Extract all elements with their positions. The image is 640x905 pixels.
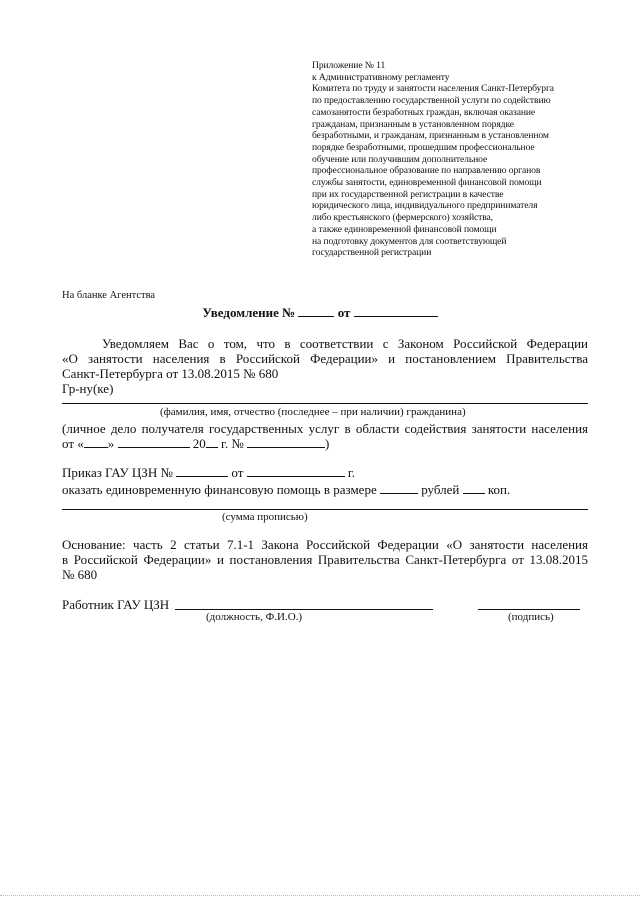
appendix-line: на подготовку документов для соответствующей xyxy=(312,235,507,247)
order-number-field[interactable] xyxy=(176,465,228,477)
appendix-line: Комитета по труду и занятости населения Санкт-Петербурга xyxy=(312,83,554,95)
sum-caption: (сумма прописью) xyxy=(222,511,308,523)
appendix-header xyxy=(312,60,612,259)
order-date-field[interactable] xyxy=(247,465,345,477)
basis-line-2: в Российской Федерации» и постановления Правительства Санкт-Петербурга от 13.08.2015 xyxy=(62,552,588,567)
pf-month-field[interactable] xyxy=(118,436,190,448)
assistance-text: оказать единовременную финансовую помощь в размере xyxy=(62,482,377,497)
appendix-line: либо крестьянского (фермерского) хозяйства, xyxy=(312,212,493,224)
appendix-line: безработными, и гражданам, признанным в установленном xyxy=(312,130,549,142)
basis-line-3: № 680 xyxy=(62,567,98,582)
rubles-field[interactable] xyxy=(380,482,418,494)
signature-caption: (подпись) xyxy=(508,611,554,623)
appendix-line: к Административному регламенту xyxy=(312,71,450,83)
notice-line-3: Санкт-Петербурга от 13.08.2015 № 680 xyxy=(62,366,279,381)
appendix-line: службы занятости, единовременной финансовой помощи xyxy=(312,177,542,189)
position-caption: (должность, Ф.И.О.) xyxy=(206,611,303,623)
personal-file-line-2 xyxy=(62,436,329,452)
worker-label: Работник ГАУ ЦЗН xyxy=(62,597,170,612)
pf-year-prefix: 20 xyxy=(192,436,206,451)
personal-file-line-1: (личное дело получателя государственных услуг в области содействия занятости населения xyxy=(62,421,588,436)
appendix-line: порядке безработными, прошедшим профессиональное xyxy=(312,141,535,153)
pf-day-field[interactable] xyxy=(84,436,108,448)
order-from: от xyxy=(231,465,244,480)
appendix-line: обучение или получившим дополнительное xyxy=(312,153,488,165)
appendix-line: а также единовременной финансовой помощи xyxy=(312,223,497,235)
appendix-line: юридического лица, индивидуального предпринимателя xyxy=(312,200,538,212)
title-prefix: Уведомление № xyxy=(202,305,296,320)
appendix-line: по предоставлению государственной услуги по содействию xyxy=(312,95,551,107)
kopecks-field[interactable] xyxy=(463,482,485,494)
worker-position-field[interactable] xyxy=(175,609,433,610)
pf-close: ) xyxy=(325,436,330,451)
order-year-suffix: г. xyxy=(347,465,356,480)
appendix-line: профессиональное образование по направлению органов xyxy=(312,165,541,177)
appendix-line: Приложение № 11 xyxy=(312,60,386,71)
pf-number-field[interactable] xyxy=(247,436,325,448)
appendix-line: государственной регистрации xyxy=(312,247,432,259)
appendix-line: при их государственной регистрации в качестве xyxy=(312,188,504,200)
notice-line-2: «О занятости населения в Российской Федерации» и постановлением Правительства xyxy=(62,351,588,366)
assistance-line xyxy=(62,482,510,498)
worker-signature-field[interactable] xyxy=(478,609,580,610)
kopecks-label: коп. xyxy=(487,482,511,497)
appendix-line: самозанятости безработных граждан, включая оказание xyxy=(312,106,536,118)
order-prefix: Приказ ГАУ ЦЗН № xyxy=(62,465,173,480)
notice-date-field[interactable] xyxy=(354,305,438,317)
notice-number-field[interactable] xyxy=(298,305,334,317)
pf-year-suffix: г. № xyxy=(221,436,244,451)
citizen-label: Гр-ну(ке) xyxy=(62,381,114,396)
pf-quote-close: » xyxy=(107,436,115,451)
title-from: от xyxy=(337,305,351,320)
rubles-label: рублей xyxy=(421,482,460,497)
notice-title xyxy=(0,305,640,321)
pf-from: от « xyxy=(62,436,84,451)
citizen-name-field[interactable] xyxy=(62,403,588,404)
appendix-line: гражданам, признанным в установленном порядке xyxy=(312,118,514,130)
basis-line-1: Основание: часть 2 статьи 7.1-1 Закона Российской Федерации «О занятости населения xyxy=(62,537,588,552)
amount-in-words-field[interactable] xyxy=(62,509,588,510)
order-line xyxy=(62,465,355,481)
pf-year-field[interactable] xyxy=(206,436,218,448)
notice-line-1: Уведомляем Вас о том, что в соответствии с Законом Российской Федерации xyxy=(102,336,588,351)
agency-letterhead-note: На бланке Агентства xyxy=(62,290,156,301)
scan-bottom-edge xyxy=(0,895,640,896)
fio-caption: (фамилия, имя, отчество (последнее – при наличии) гражданина) xyxy=(160,406,466,418)
